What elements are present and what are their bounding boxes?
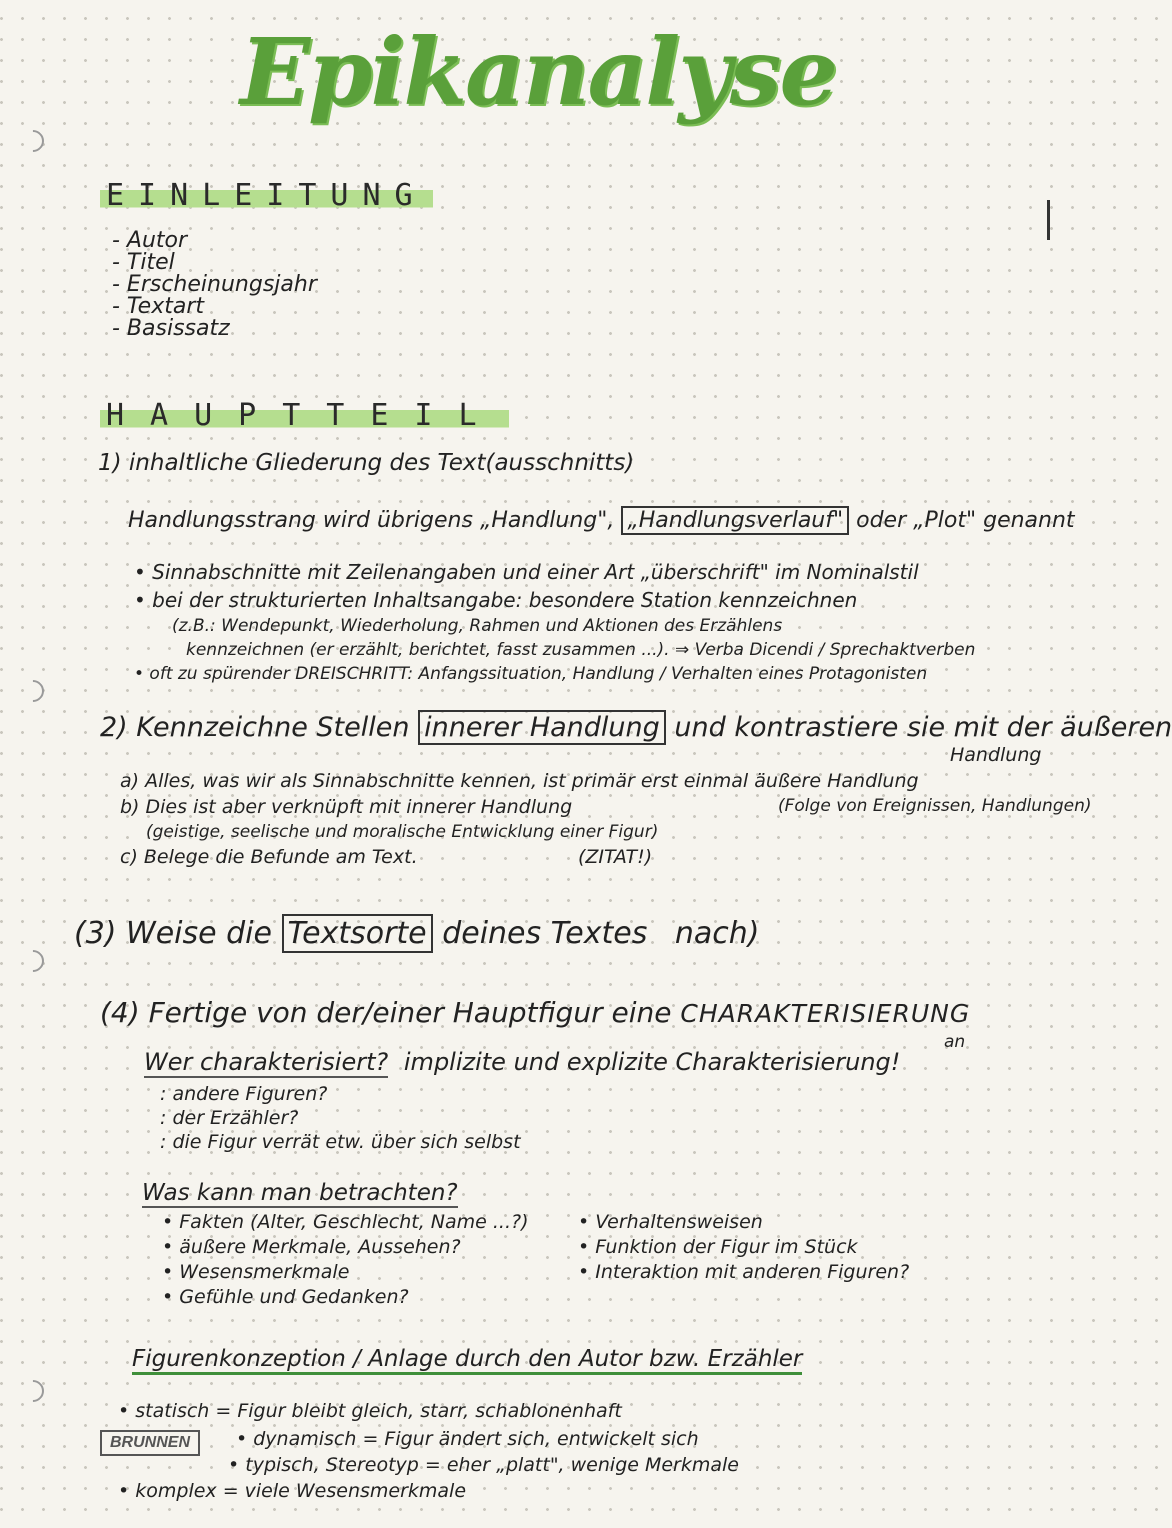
s3-b: deines Textes <box>442 916 648 951</box>
s4-konzeption-text: Figurenkonzeption / Anlage durch den Autor bzw. Erzähler <box>132 1346 802 1375</box>
s4-who: Wer charakterisiert? <box>144 1048 389 1076</box>
punch-hole-mid <box>17 675 48 706</box>
s2-b: b) Dies ist aber verknüpft mit innerer Handlung <box>120 796 573 818</box>
s1-bullet-1: • Sinnabschnitte mit Zeilenangaben und einer Art „überschrift" im Nominalstil <box>134 560 919 584</box>
list-item: • Gefühle und Gedanken? <box>162 1286 409 1308</box>
s2-a: a) Alles, was wir als Sinnabschnitte kennen, ist primär erst einmal äußere Handlung <box>120 770 919 792</box>
list-item: • Wesensmerkmale <box>162 1261 350 1283</box>
s2-heading-c: Handlung <box>950 744 1042 766</box>
s4-konz-4: • komplex = viele Wesensmerkmale <box>118 1480 467 1502</box>
s4-who-b: implizite und explizite Charakterisierung! <box>403 1048 901 1076</box>
list-item: - Textart <box>112 294 204 319</box>
s4-what-right <box>578 1210 909 1285</box>
section-einleitung-heading <box>100 178 433 213</box>
s2-c2: (ZITAT!) <box>578 846 653 868</box>
s4-heading <box>100 996 970 1029</box>
s1-line1 <box>128 508 1075 533</box>
s1-bullet-3: • oft zu spürender DREISCHRITT: Anfangssituation, Handlung / Verhalten eines Protagonisten <box>134 664 928 684</box>
s4-heading-c: an <box>944 1032 966 1052</box>
s2-heading-box: innerer Handlung <box>418 710 666 745</box>
s4-konz-1: • statisch = Figur bleibt gleich, starr, schablonenhaft <box>118 1400 622 1422</box>
punch-hole-top <box>17 125 48 156</box>
s4-konz-2: • dynamisch = Figur ändert sich, entwickelt sich <box>236 1428 699 1450</box>
einleitung-list <box>112 230 317 340</box>
s1-line1-a: Handlungsstrang wird übrigens „Handlung", <box>128 508 615 533</box>
s3-box: Textsorte <box>282 914 433 953</box>
s2-note: (Folge von Ereignissen, Handlungen) <box>778 796 1092 816</box>
s4-who-line <box>144 1048 900 1076</box>
margin-mark <box>1047 200 1050 240</box>
s1-heading: 1) inhaltliche Gliederung des Text(ausschnitts) <box>98 450 635 476</box>
hauptteil-heading-text: HAUPTTEIL <box>100 398 509 433</box>
list-item: - Erscheinungsjahr <box>112 272 317 297</box>
s4-heading-b: CHARAKTERISIERUNG <box>680 999 971 1028</box>
s4-heading-a: (4) Fertige von der/einer Hauptfigur eine <box>100 996 672 1029</box>
s1-bullet-2-sub1: (z.B.: Wendepunkt, Wiederholung, Rahmen und Aktionen des Erzählens <box>172 616 783 636</box>
s1-bullet-2-sub2: kennzeichnen (er erzählt, berichtet, fasst zusammen ...). ⇒ Verba Dicendi / Sprechaktverben <box>186 640 976 660</box>
list-item: - Titel <box>112 250 175 275</box>
s4-konz-3: • typisch, Stereotyp = eher „platt", wenige Merkmale <box>228 1454 739 1476</box>
list-item: - Autor <box>112 228 188 253</box>
s2-b2: (geistige, seelische und moralische Entwicklung einer Figur) <box>146 822 659 842</box>
list-item: : die Figur verrät etw. über sich selbst <box>160 1131 521 1153</box>
section-hauptteil-heading <box>100 398 509 433</box>
s2-heading-b: und kontrastiere sie mit der äußeren <box>674 712 1172 743</box>
s4-who-list <box>160 1082 521 1154</box>
s2-c: c) Belege die Befunde am Text. <box>120 846 418 868</box>
list-item: : andere Figuren? <box>160 1083 328 1105</box>
list-item: : der Erzähler? <box>160 1107 299 1129</box>
s3-line <box>74 916 760 951</box>
s4-konzeption <box>132 1346 802 1372</box>
s1-bullet-2: • bei der strukturierten Inhaltsangabe: besondere Station kennzeichnen <box>134 588 858 612</box>
list-item: • Funktion der Figur im Stück <box>578 1236 858 1258</box>
list-item: • Fakten (Alter, Geschlecht, Name ...?) <box>162 1211 529 1233</box>
s1-line1-box: „Handlungsverlauf" <box>621 506 849 535</box>
s4-what-left <box>162 1210 529 1310</box>
list-item: • Interaktion mit anderen Figuren? <box>578 1261 910 1283</box>
brand-logo: BRUNNEN <box>100 1430 200 1456</box>
punch-hole-lower <box>17 945 48 976</box>
list-item: • Verhaltensweisen <box>578 1211 763 1233</box>
einleitung-heading-text: EINLEITUNG <box>100 178 433 213</box>
list-item: - Basissatz <box>112 316 230 341</box>
page-title: Epikanalyse <box>240 18 836 126</box>
s2-heading <box>100 712 1172 743</box>
s2-heading-a: 2) Kennzeichne Stellen <box>100 712 410 743</box>
s3-a: (3) Weise die <box>74 916 272 951</box>
s3-c: nach) <box>674 916 760 951</box>
s4-what-text: Was kann man betrachten? <box>142 1180 458 1206</box>
s4-what <box>142 1180 458 1206</box>
list-item: • äußere Merkmale, Aussehen? <box>162 1236 461 1258</box>
s1-line1-b: oder „Plot" genannt <box>856 508 1075 533</box>
punch-hole-bottom <box>17 1375 48 1406</box>
